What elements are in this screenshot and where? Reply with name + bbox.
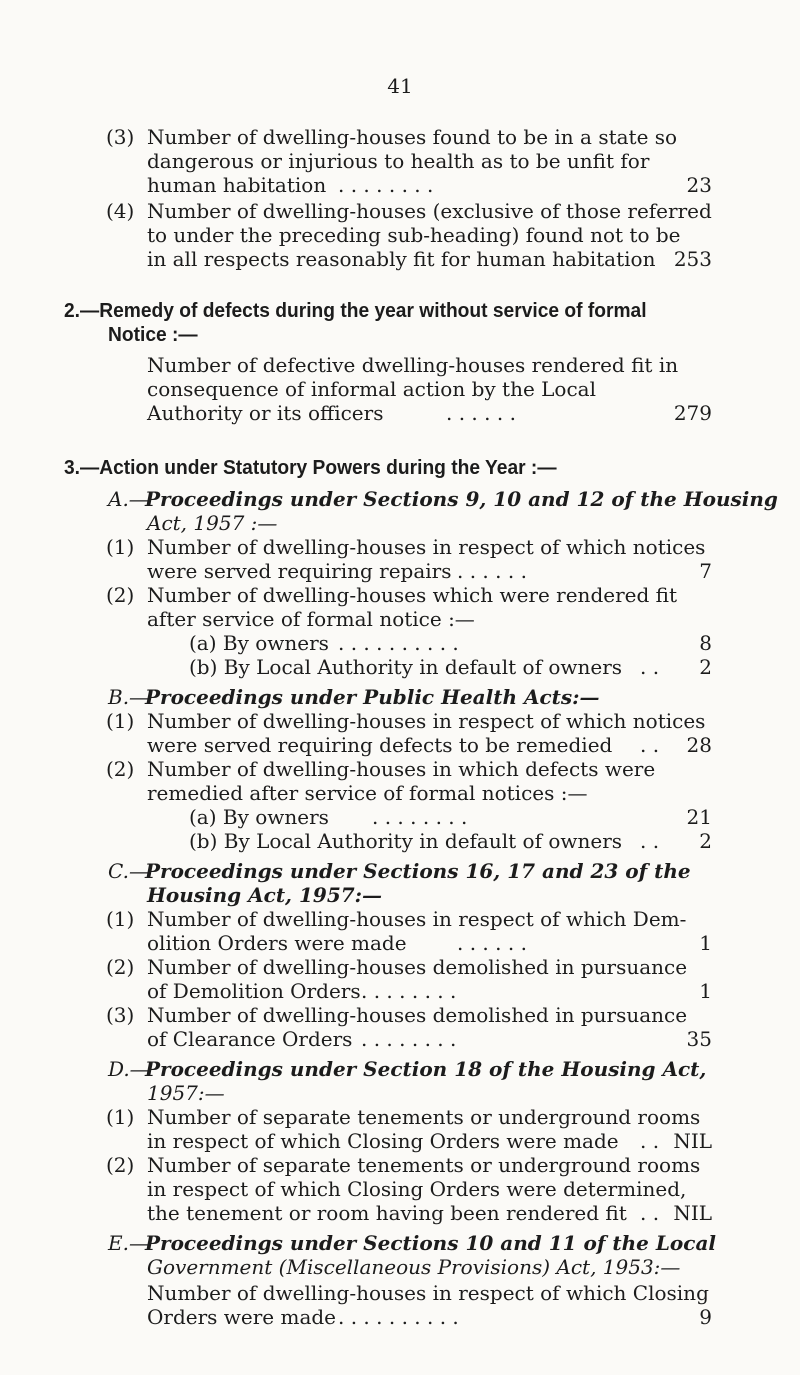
item-number: (1) — [106, 535, 135, 559]
item-value: 1 — [699, 931, 712, 955]
item-value: 253 — [673, 247, 712, 271]
subsection-prefix: E.— — [108, 1231, 149, 1255]
leader-dots: . . . . . . — [457, 559, 527, 583]
item-value: 28 — [686, 733, 712, 757]
sub-item-text: (b) By Local Authority in default of owners — [189, 655, 623, 679]
item-value: 23 — [686, 173, 712, 197]
leader-dots: . . . . . . . . — [372, 805, 468, 829]
subsection-title: Proceedings under Sections 9, 10 and 12 of the Housing — [145, 487, 778, 511]
item-value: 21 — [686, 805, 712, 829]
item-text: olition Orders were made — [147, 931, 407, 955]
leader-dots: . . . . . . . . — [361, 979, 457, 1003]
subsection-title: Proceedings under Public Health Acts:— — [145, 685, 600, 709]
subsection-title: Housing Act, 1957:— — [147, 883, 383, 907]
leader-dots: . . . . . . . . — [361, 1027, 457, 1051]
item-text: in respect of which Closing Orders were made — [147, 1129, 619, 1153]
item-text: in respect of which Closing Orders were determined, — [147, 1177, 687, 1201]
item-number: (3) — [106, 1003, 135, 1027]
item-text: Number of dwelling-houses in which defects were — [147, 757, 656, 781]
item-text: in all respects reasonably fit for human habitation — [147, 247, 656, 271]
item-text: human habitation — [147, 173, 327, 197]
item-text: Orders were made — [147, 1305, 337, 1329]
item-value: 7 — [699, 559, 712, 583]
subsection-prefix: C.— — [108, 859, 149, 883]
item-number: (4) — [106, 199, 135, 223]
item-text: Number of dwelling-houses in respect of which Dem- — [147, 907, 687, 931]
item-value: 35 — [686, 1027, 712, 1051]
item-text: were served requiring repairs — [147, 559, 452, 583]
subsection-title: Proceedings under Section 18 of the Housing Act, — [145, 1057, 707, 1081]
item-text: consequence of informal action by the Local — [147, 377, 596, 401]
subsection-prefix: B.— — [108, 685, 150, 709]
item-text: after service of formal notice :— — [147, 607, 475, 631]
section-heading: 2.—Remedy of defects during the year without service of formal — [64, 300, 647, 322]
item-number: (1) — [106, 1105, 135, 1129]
subsection-title: Proceedings under Sections 10 and 11 of the Local — [145, 1231, 716, 1255]
leader-dots: . . . . . . — [446, 401, 516, 425]
item-text: Number of dwelling-houses found to be in a state so — [147, 125, 678, 149]
item-value: 1 — [699, 979, 712, 1003]
subsection-title: Government (Miscellaneous Provisions) Act, 1953:— — [147, 1255, 681, 1279]
item-text: remedied after service of formal notices :— — [147, 781, 588, 805]
item-text: Number of dwelling-houses (exclusive of those referred — [147, 199, 712, 223]
item-number: (2) — [106, 757, 135, 781]
item-text: Number of separate tenements or underground rooms — [147, 1105, 701, 1129]
leader-dots: . . . . . . . . — [338, 173, 434, 197]
item-text: Authority or its officers — [147, 401, 384, 425]
subsection-title: 1957:— — [147, 1081, 225, 1105]
sub-item-text: (a) By owners — [189, 805, 329, 829]
section-heading: Notice :— — [108, 324, 198, 346]
sub-item-text: (a) By owners — [189, 631, 329, 655]
leader-dots: . . . . . . — [457, 931, 527, 955]
item-number: (1) — [106, 907, 135, 931]
item-text: Number of dwelling-houses demolished in pursuance — [147, 955, 688, 979]
item-text: dangerous or injurious to health as to be unfit for — [147, 149, 650, 173]
leader-dots: . . — [640, 1129, 660, 1153]
subsection-prefix: D.— — [108, 1057, 150, 1081]
item-value: NIL — [673, 1201, 712, 1225]
item-value: 8 — [699, 631, 712, 655]
item-text: to under the preceding sub-heading) found not to be — [147, 223, 681, 247]
leader-dots: . . — [640, 829, 660, 853]
leader-dots: . . — [640, 733, 660, 757]
item-number: (1) — [106, 709, 135, 733]
item-number: (2) — [106, 583, 135, 607]
item-text: Number of dwelling-houses in respect of which notices — [147, 535, 706, 559]
item-text: were served requiring defects to be remedied — [147, 733, 613, 757]
item-text: Number of separate tenements or underground rooms — [147, 1153, 701, 1177]
item-text: of Demolition Orders — [147, 979, 361, 1003]
subsection-prefix: A.— — [108, 487, 149, 511]
page-number: 41 — [387, 74, 413, 98]
leader-dots: . . . . . . . . . . — [338, 1305, 459, 1329]
item-number: (3) — [106, 125, 135, 149]
item-value: NIL — [673, 1129, 712, 1153]
section-heading: 3.—Action under Statutory Powers during the Year :— — [64, 457, 557, 479]
item-value: 279 — [673, 401, 712, 425]
item-value: 2 — [699, 829, 712, 853]
subsection-title: Act, 1957 :— — [147, 511, 278, 535]
item-text: the tenement or room having been rendered fit — [147, 1201, 627, 1225]
item-text: Number of defective dwelling-houses rendered fit in — [147, 353, 679, 377]
item-value: 2 — [699, 655, 712, 679]
item-number: (2) — [106, 955, 135, 979]
sub-item-text: (b) By Local Authority in default of owners — [189, 829, 623, 853]
leader-dots: . . — [640, 655, 660, 679]
item-text: Number of dwelling-houses demolished in pursuance — [147, 1003, 688, 1027]
item-text: of Clearance Orders — [147, 1027, 353, 1051]
item-value: 9 — [699, 1305, 712, 1329]
leader-dots: . . . . . . . . . . — [338, 631, 459, 655]
subsection-title: Proceedings under Sections 16, 17 and 23 of the — [145, 859, 691, 883]
item-text: Number of dwelling-houses which were rendered fit — [147, 583, 678, 607]
leader-dots: . . — [640, 1201, 660, 1225]
item-number: (2) — [106, 1153, 135, 1177]
item-text: Number of dwelling-houses in respect of which notices — [147, 709, 706, 733]
item-text: Number of dwelling-houses in respect of which Closing — [147, 1281, 709, 1305]
